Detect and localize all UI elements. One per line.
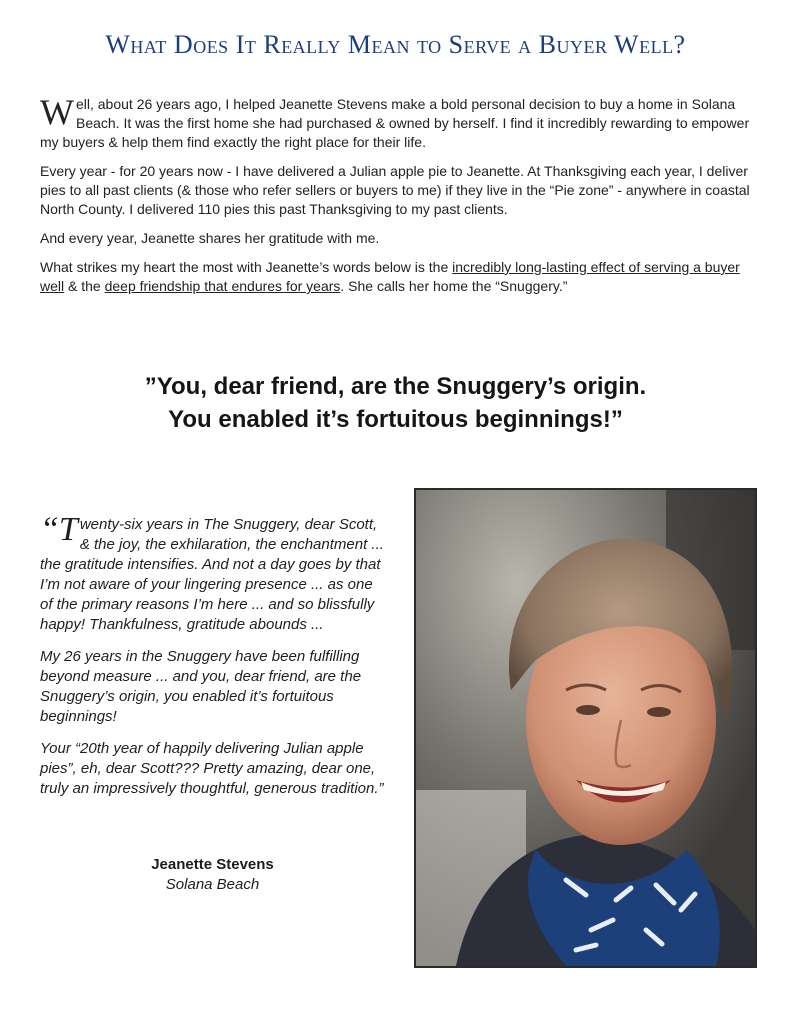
intro-paragraph-1-text: ell, about 26 years ago, I helped Jeanette Stevens make a bold personal decision to buy a home in Solana Beach. It was the first home she had purchased & owned by herself. I find it incredibly rewarding to empower my buyers & help them find exactly the right place for their life. [40,96,750,150]
right-eye [647,707,671,717]
testimonial-quote [40,511,385,811]
testimonial-signature [40,855,385,895]
signature-name: Jeanette Stevens [151,856,274,873]
testimonial-paragraph-1-text: wenty-six years in The Snuggery, dear Scott, & the joy, the exhilaration, the enchantment ... the gratitude intensifies. And not a day goes by that I’m not aware of your lingering presence ... as one of the primary reasons I’m here ... and so blissfully happy! Thankfulness, gratitude abounds ... [40,516,384,633]
pull-quote [0,370,791,436]
intro-text [40,92,755,306]
underlined-phrase-serving-buyer: incredibly long-lasting effect of serving a buyer well [40,259,740,294]
intro-paragraph-1 [40,92,755,152]
intro-paragraph-2: Every year - for 20 years now - I have delivered a Julian apple pie to Jeanette. At Thanksgiving each year, I deliver pies to all past clients (& those who refer sellers or buyers to me) if they live in the “Pie zone” - anywhere in coastal North County. I delivered 110 pies this past Thanksgiving to my past clients. [40,163,750,217]
intro-p4-part-b: & the [64,278,105,294]
intro-p4-part-c: . She calls her home the “Snuggery.” [340,278,568,294]
testimonial-paragraph-1 [40,511,385,635]
portrait-illustration [416,490,755,966]
drop-cap: W [40,92,74,132]
portrait-photo [414,488,757,968]
testimonial-paragraph-2: My 26 years in the Snuggery have been fulfilling beyond measure ... and you, dear friend, are the Snuggery’s origin, you enabled it’s fortuitous beginnings! [40,648,362,725]
signature-location: Solana Beach [165,876,260,893]
testimonial-drop-cap: “T [40,511,78,548]
testimonial-paragraph-3: Your “20th year of happily delivering Julian apple pies”, eh, dear Scott??? Pretty amazing, dear one, truly an impressively thoughtful, generous tradition.” [40,740,384,797]
intro-paragraph-4 [40,258,755,296]
left-eye [576,705,600,715]
page-title: What Does It Really Mean to Serve a Buyer Well? [105,30,686,59]
underlined-phrase-friendship: deep friendship that endures for years [104,278,341,294]
pull-quote-line-2: You enabled it’s fortuitous beginnings!” [168,406,623,433]
intro-paragraph-3: And every year, Jeanette shares her gratitude with me. [40,230,380,246]
pull-quote-line-1: ”You, dear friend, are the Snuggery’s origin. [144,373,647,400]
intro-p4-part-a: What strikes my heart the most with Jeanette’s words below is the [40,259,453,275]
